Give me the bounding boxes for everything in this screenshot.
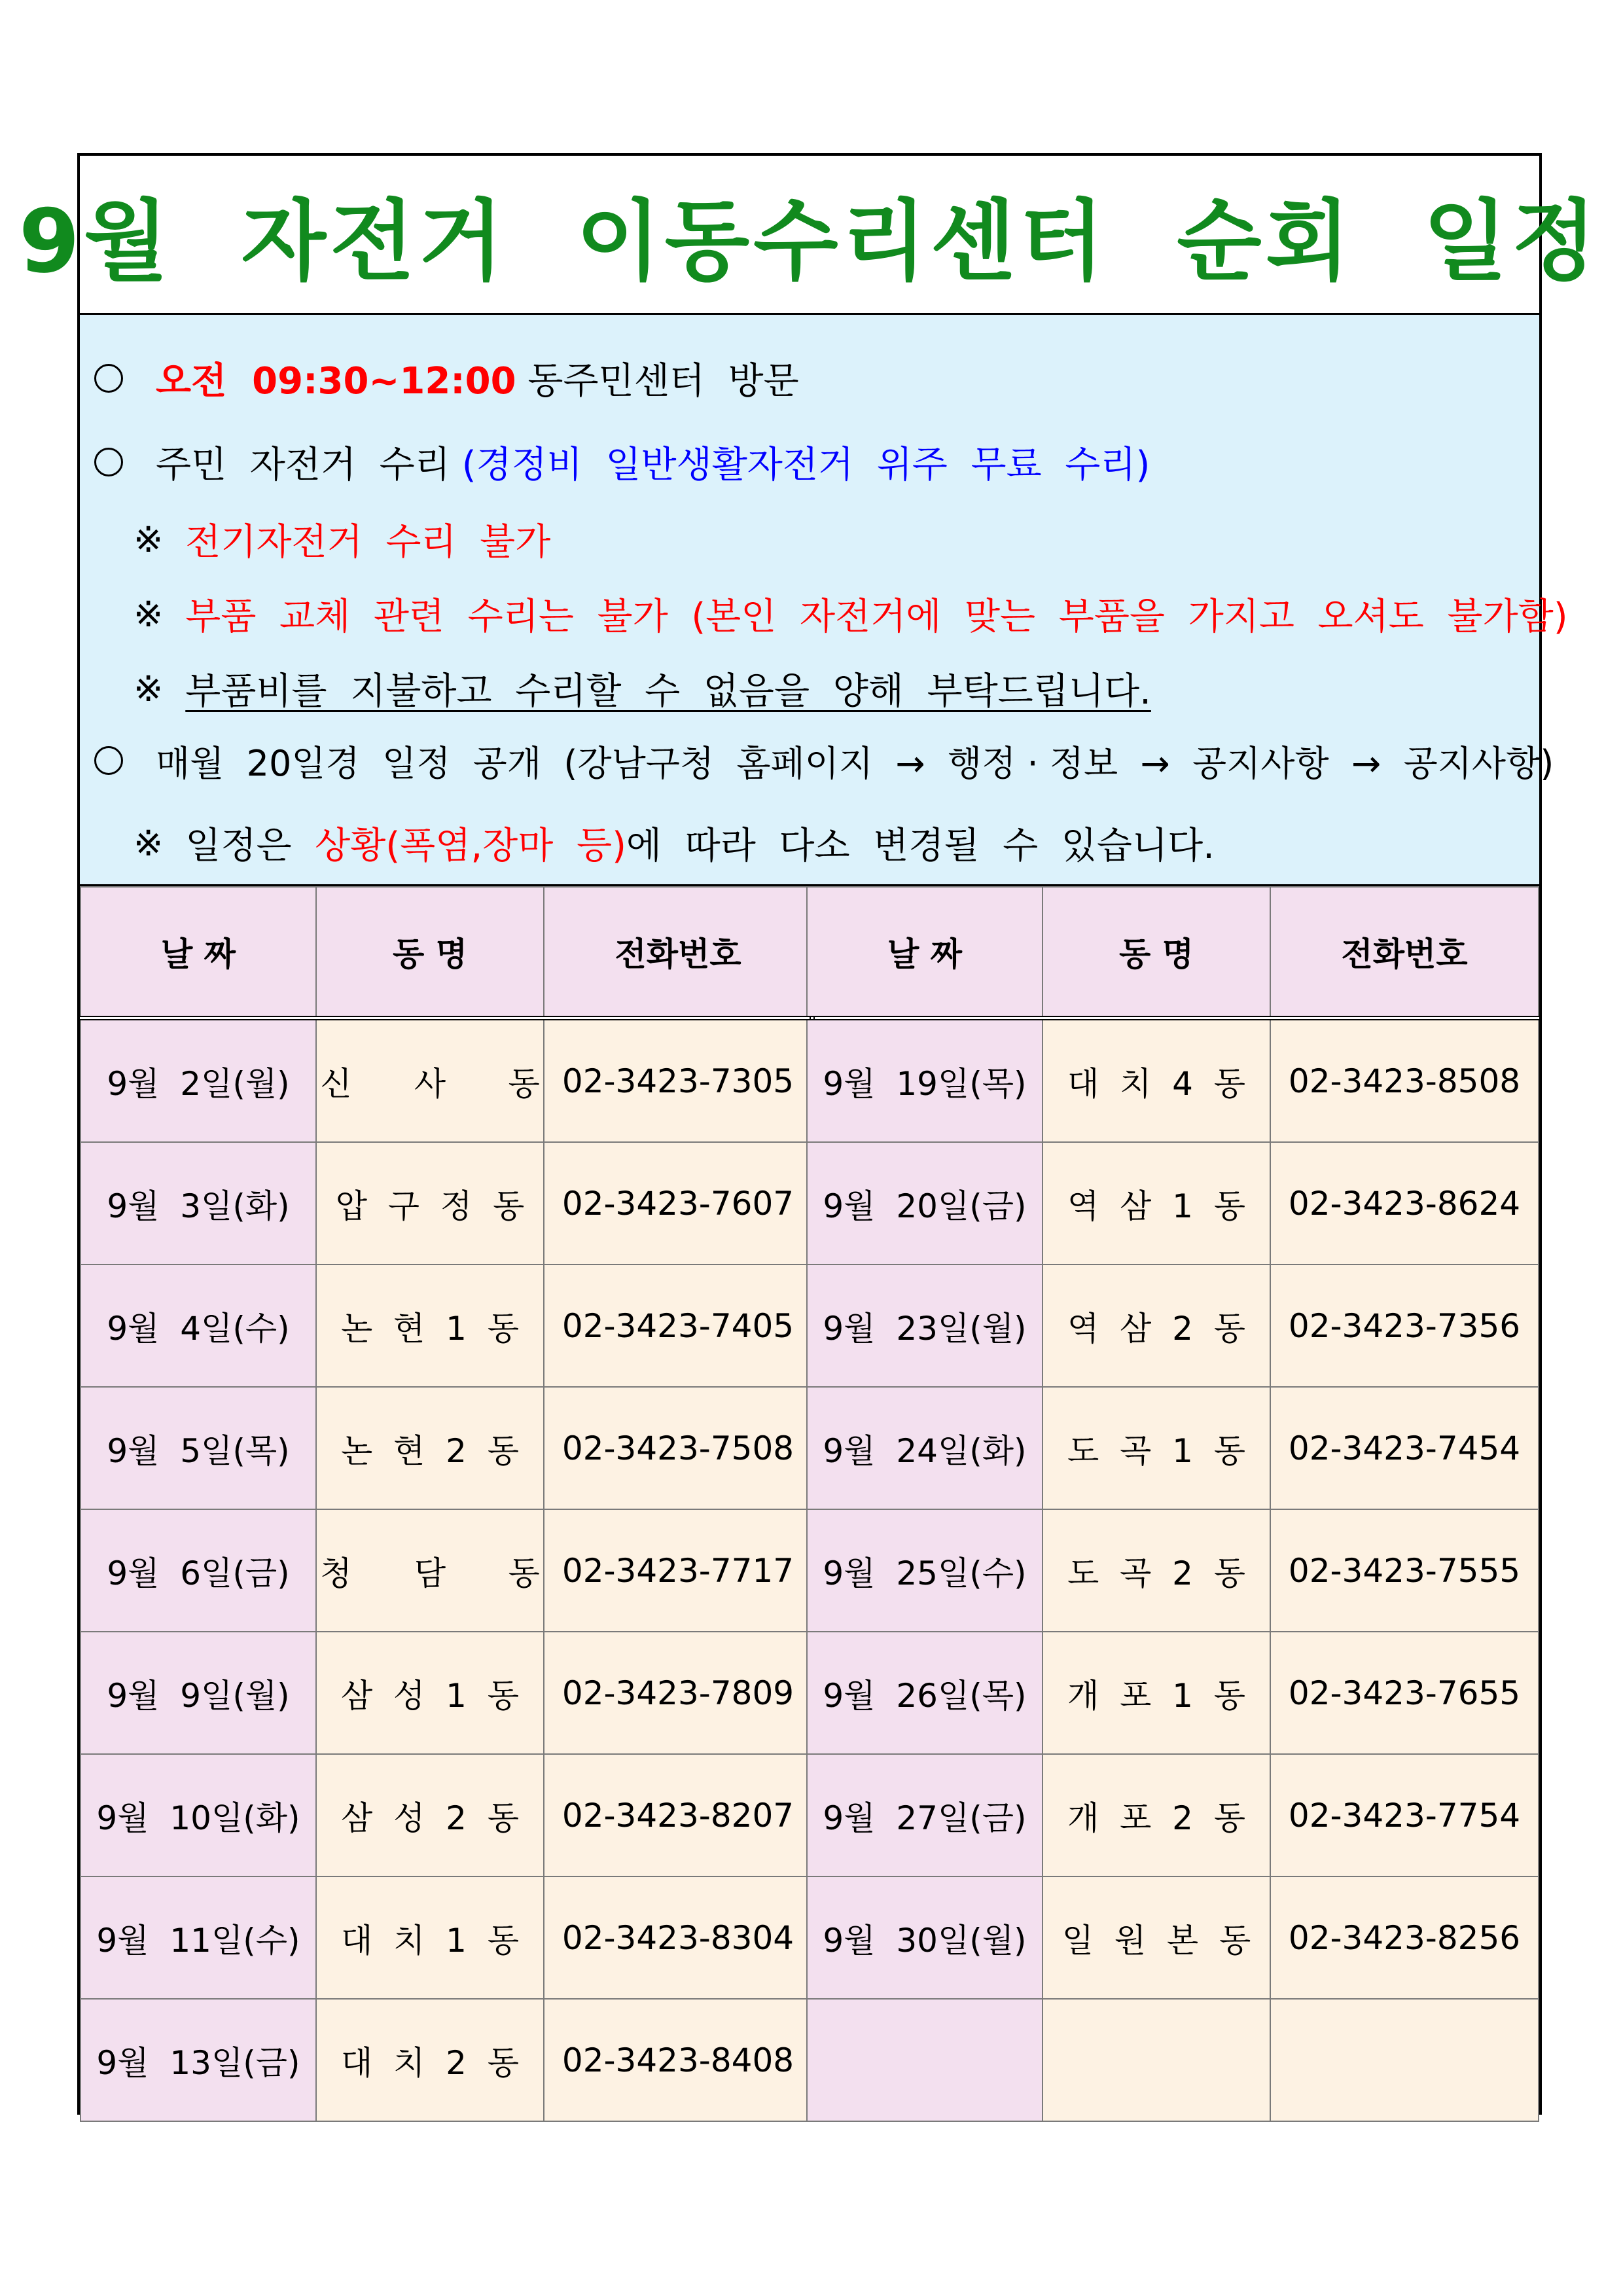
table-row <box>807 1387 1539 1509</box>
cell-phone: 02-3423-7809 <box>544 1632 812 1754</box>
cell-dong: 역 삼 1 동 <box>1043 1142 1270 1265</box>
cell-date: 9월 30일(월) <box>807 1876 1043 1999</box>
cell-dong: 개 포 1 동 <box>1043 1632 1270 1754</box>
notice-repair-text: 주민 자전거 수리 <box>156 444 462 486</box>
cell-phone: 02-3423-8304 <box>544 1876 812 1999</box>
table-row <box>80 1876 812 1999</box>
cell-dong: 개 포 2 동 <box>1043 1754 1270 1876</box>
notice-change-highlight: 상황(폭염,장마 등) <box>315 825 626 867</box>
notice-ebike: 전기자전거 수리 불가 <box>185 521 551 564</box>
notice-line-fee <box>80 659 1539 718</box>
cell-date: 9월 2일(월) <box>80 1018 316 1143</box>
cell-phone: 02-3423-7405 <box>544 1265 812 1387</box>
cell-phone: 02-3423-8207 <box>544 1754 812 1876</box>
cell-dong: 삼 성 1 동 <box>316 1632 544 1754</box>
page-title: 9월 자전거 이동수리센터 순회 일정 <box>18 190 1601 293</box>
table-row <box>80 1754 812 1876</box>
title-row <box>18 156 1601 315</box>
cell-dong: 압 구 정 동 <box>316 1142 544 1265</box>
cell-dong: 신 사 동 <box>316 1018 544 1143</box>
notice-line-hours <box>80 349 1539 408</box>
table-row <box>807 1876 1539 1999</box>
cell-date: 9월 6일(금) <box>80 1509 316 1632</box>
schedule-document <box>18 153 1601 2115</box>
cell-phone: 02-3423-8408 <box>544 1999 812 2121</box>
cell-date: 9월 26일(목) <box>807 1632 1043 1754</box>
cell-date: 9월 25일(수) <box>807 1509 1043 1632</box>
cell-dong: 대 치 2 동 <box>316 1999 544 2121</box>
table-row <box>80 1387 812 1509</box>
notice-line-change <box>80 814 1539 872</box>
table-row <box>807 1632 1539 1754</box>
cell-date: 9월 24일(화) <box>807 1387 1043 1509</box>
cell-dong: 청 담 동 <box>316 1509 544 1632</box>
cell-date: 9월 11일(수) <box>80 1876 316 1999</box>
cell-phone: 02-3423-7305 <box>544 1018 812 1143</box>
cell-date: 9월 9일(월) <box>80 1632 316 1754</box>
cell-dong: 논 현 1 동 <box>316 1265 544 1387</box>
circle-bullet-icon <box>94 448 123 476</box>
table-row <box>807 1999 1539 2121</box>
header-dong: 동 명 <box>316 887 544 1018</box>
cell-dong: 도 곡 2 동 <box>1043 1509 1270 1632</box>
table-header-row <box>807 887 1539 1018</box>
cell-phone: 02-3423-7555 <box>1270 1509 1539 1632</box>
cell-phone <box>1270 1999 1539 2121</box>
table-row <box>807 1509 1539 1632</box>
cell-phone: 02-3423-7508 <box>544 1387 812 1509</box>
cell-date: 9월 20일(금) <box>807 1142 1043 1265</box>
header-date: 날 짜 <box>80 887 316 1018</box>
table-row <box>80 1999 812 2121</box>
cell-date: 9월 19일(목) <box>807 1018 1043 1143</box>
cell-dong: 논 현 2 동 <box>316 1387 544 1509</box>
header-phone: 전화번호 <box>544 887 812 1018</box>
reference-mark-icon: ※ <box>134 668 164 709</box>
cell-phone: 02-3423-8508 <box>1270 1018 1539 1143</box>
schedule-table-right <box>806 886 1539 2122</box>
notice-repair-scope: (경정비 일반생활자전거 위주 무료 수리) <box>461 444 1150 486</box>
table-row <box>80 1509 812 1632</box>
cell-phone: 02-3423-7356 <box>1270 1265 1539 1387</box>
cell-dong: 도 곡 1 동 <box>1043 1387 1270 1509</box>
cell-phone: 02-3423-7607 <box>544 1142 812 1265</box>
table-row <box>80 1142 812 1265</box>
reference-mark-icon: ※ <box>134 822 164 864</box>
schedule-table-left <box>80 886 813 2122</box>
table-row <box>80 1632 812 1754</box>
table-header-row <box>80 887 812 1018</box>
cell-phone: 02-3423-8256 <box>1270 1876 1539 1999</box>
cell-date: 9월 10일(화) <box>80 1754 316 1876</box>
notice-fee: 부품비를 지불하고 수리할 수 없음을 양해 부탁드립니다. <box>185 670 1151 713</box>
header-phone: 전화번호 <box>1270 887 1539 1018</box>
notice-line-publish <box>80 731 1554 790</box>
notice-hours: 오전 09:30~12:00 <box>156 360 516 403</box>
reference-mark-icon: ※ <box>134 593 164 635</box>
circle-bullet-icon <box>94 364 123 393</box>
notice-parts: 부품 교체 관련 수리는 불가 (본인 자전거에 맞는 부품을 가지고 오셔도 불가함) <box>185 596 1568 638</box>
table-row <box>807 1754 1539 1876</box>
cell-dong: 대 치 4 동 <box>1043 1018 1270 1143</box>
notice-publish: 매월 20일경 일정 공개 (강남구청 홈페이지 → 행정 · 정보 → 공지사항 → 공지사항) <box>156 742 1554 784</box>
cell-dong <box>1043 1999 1270 2121</box>
cell-date: 9월 3일(화) <box>80 1142 316 1265</box>
cell-phone: 02-3423-7655 <box>1270 1632 1539 1754</box>
cell-phone: 02-3423-8624 <box>1270 1142 1539 1265</box>
circle-bullet-icon <box>94 746 123 775</box>
table-row <box>80 1018 812 1143</box>
cell-date: 9월 4일(수) <box>80 1265 316 1387</box>
cell-date: 9월 27일(금) <box>807 1754 1043 1876</box>
table-row <box>807 1142 1539 1265</box>
header-dong: 동 명 <box>1043 887 1270 1018</box>
table-row <box>807 1265 1539 1387</box>
cell-phone: 02-3423-7754 <box>1270 1754 1539 1876</box>
cell-dong: 삼 성 2 동 <box>316 1754 544 1876</box>
notice-change-before: 일정은 <box>185 825 315 867</box>
table-row <box>807 1018 1539 1143</box>
notice-change-after: 에 따라 다소 변경될 수 있습니다. <box>626 825 1215 867</box>
header-date: 날 짜 <box>807 887 1043 1018</box>
notice-box <box>80 315 1568 886</box>
cell-date: 9월 5일(목) <box>80 1387 316 1509</box>
cell-date: 9월 23일(월) <box>807 1265 1043 1387</box>
notice-line-ebike <box>80 510 1539 569</box>
cell-date <box>807 1999 1043 2121</box>
notice-line-repair <box>80 433 1539 492</box>
cell-date: 9월 13일(금) <box>80 1999 316 2121</box>
reference-mark-icon: ※ <box>134 518 164 560</box>
cell-phone: 02-3423-7454 <box>1270 1387 1539 1509</box>
cell-phone: 02-3423-7717 <box>544 1509 812 1632</box>
table-row <box>80 1265 812 1387</box>
notice-line-parts <box>80 584 1568 643</box>
schedule-tables <box>80 886 1539 2112</box>
cell-dong: 대 치 1 동 <box>316 1876 544 1999</box>
cell-dong: 일 원 본 동 <box>1043 1876 1270 1999</box>
notice-hours-text: 동주민센터 방문 <box>516 360 799 403</box>
cell-dong: 역 삼 2 동 <box>1043 1265 1270 1387</box>
